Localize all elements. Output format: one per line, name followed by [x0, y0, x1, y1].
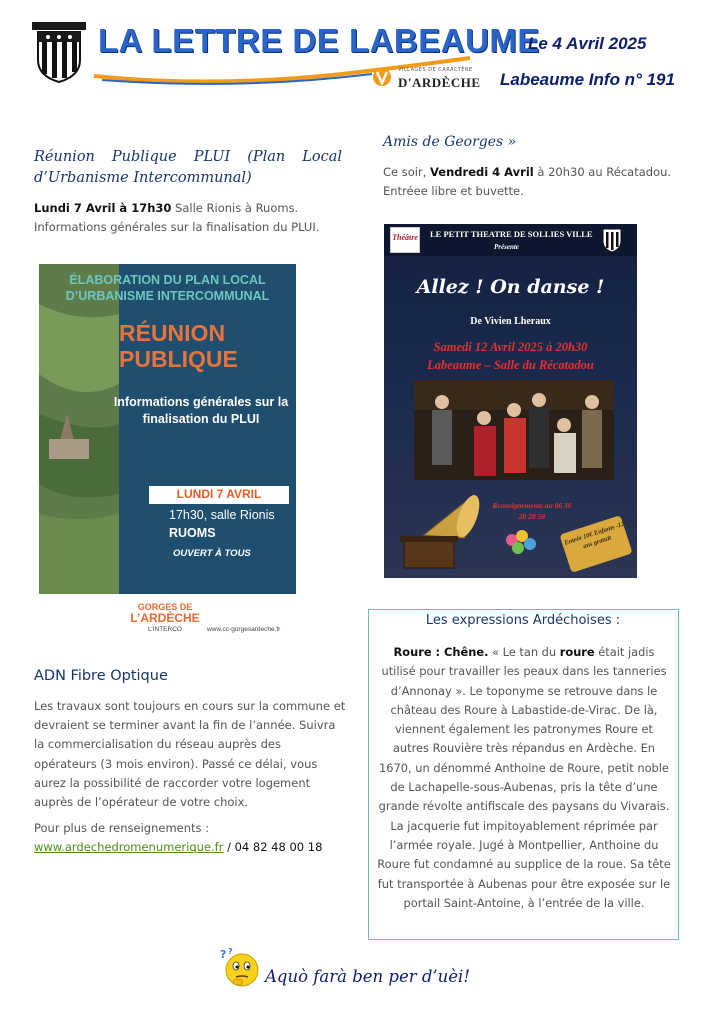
poster2-venue: Labeaume – Salle du Récatadou — [427, 358, 594, 372]
villages-de-caractere-logo — [372, 64, 482, 92]
poster-reunion-line1: RÉUNION — [119, 320, 226, 346]
poster2-crest-icon — [601, 227, 623, 253]
vc-mark-icon — [372, 66, 392, 88]
poster-town: RUOMS — [169, 526, 216, 540]
amis-post: à 20h30 au Récatadou. Entréee libre et buvette. — [383, 165, 672, 198]
plui-date-strong: Lundi 7 Avril à 17h30 — [34, 201, 172, 215]
gorges-logo-line3: L’INTERCO — [148, 626, 182, 633]
cast-photo — [414, 380, 614, 480]
gorges-ardeche-logo — [129, 602, 201, 635]
landscape-photo — [39, 264, 119, 639]
ardeche-numerique-link[interactable]: www.ardechedromenumerique.fr — [34, 840, 224, 854]
poster2-presente: Présente — [494, 243, 519, 251]
theatre-poster — [384, 224, 637, 578]
vc-logo-small-text: VILLAGES DE CARACTÈRE — [398, 67, 473, 73]
poster2-author: De Vivien Lheraux — [470, 316, 551, 327]
poster2-date: Samedi 12 Avril 2025 à 20h30 — [433, 340, 588, 354]
theatre-logo-text: Théâtre — [392, 233, 418, 242]
gorges-logo-line1: GORGES DE — [137, 602, 193, 612]
candies-icon — [502, 526, 542, 558]
poster-url: www.cc-gorgesardeche.fr — [207, 626, 281, 633]
poster-info: Informations générales sur la finalisation du PLUI — [113, 395, 289, 426]
poster-date: LUNDI 7 AVRIL — [176, 487, 262, 501]
newsletter-title: LA LETTRE DE LABEAUME — [98, 22, 540, 59]
gorges-logo-line2: L’ARDÈCHE — [130, 611, 200, 625]
poster-heading-line2: D’URBANISME INTERCOMMUNAL — [65, 289, 270, 303]
expressions-part1: « Le tan du — [488, 645, 560, 659]
amis-section-body — [383, 163, 693, 201]
poster-reunion-line2: PUBLIQUE — [119, 346, 238, 372]
issue-number: Labeaume Info n° 191 — [500, 70, 675, 89]
adn-contact — [34, 840, 322, 854]
adn-section-body: Les travaux sont toujours en cours sur la commune et devraient se terminer avant la fin de l’année. Suivra la commercialisation du réseau auprès des opérateurs (3 mois environ). Passé ce délai, vous aurez la possibilité de raccorder votre logement auprès de l’opérateur de votre choix. — [34, 699, 346, 810]
svg-text:?: ? — [220, 948, 227, 961]
plui-line2: Informations générales sur la finalisation du PLUI. — [34, 220, 320, 234]
vc-logo-big-text: D'ARDÈCHE — [398, 75, 481, 90]
poster2-reservation: Renseignements au 06 30 20 28 58 — [492, 501, 572, 521]
gramophone-icon — [394, 480, 484, 575]
amis-section-title: Amis de Georges » — [383, 134, 517, 150]
poster2-ticket-price: Entrée 10€ Enfants -12 ans gratuit — [563, 520, 626, 550]
expressions-part2: était jadis utilisé pour travailler les peaux dans les tanneries d’Annonay ». Le toponyme se retrouve dans le château des Roure à Labastide-de-Virac. De là, viennent également les patronymes Roure et autres Rouvière très répandus en Ardèche. En 1670, un dénommé Anthoine de Roure, petit noble de Lachapelle-sous-Aubenas, pris la tête d’une grande révolte antifiscale des paysans du Vivarais. La jacquerie fut impitoyablement réprimée par l’armée royale. Jugé à Montpellier, Anthoine du Roure fut condamné au supplice de la roue. Sa tête fut transportée à Aubenas pour être exposée sur le portail Saint-Antoine, à l’entrée de la ville. — [377, 645, 671, 910]
expressions-box — [368, 609, 679, 940]
amis-date-strong: Vendredi 4 Avril — [430, 165, 534, 179]
plui-section-title: Réunion Publique PLUI (Plan Local d’Urbanisme Intercommunal) — [34, 149, 342, 186]
adn-section-title: ADN Fibre Optique — [34, 668, 168, 684]
poster2-troupe: LE PETIT THEATRE DE SOLLIES VILLE — [430, 229, 593, 239]
plui-poster — [39, 264, 296, 639]
thinking-smiley-icon — [218, 946, 262, 990]
poster-heading-line1: ÉLABORATION DU PLAN LOCAL — [69, 273, 266, 287]
poster-reunion-title — [119, 320, 238, 372]
footer-motto: Aquò farà ben per d’uèi! — [265, 967, 470, 986]
poster-open: OUVERT À TOUS — [173, 548, 251, 559]
expressions-title: Les expressions Ardéchoises : — [425, 613, 621, 628]
adn-phone: / 04 82 48 00 18 — [223, 840, 323, 854]
plui-section-body — [34, 199, 344, 237]
poster-heading — [39, 272, 296, 304]
adn-more-info: Pour plus de renseignements : — [34, 821, 210, 835]
expressions-text — [377, 643, 671, 913]
poster2-show-title: Allez ! On danse ! — [416, 276, 605, 298]
poster-time: 17h30, salle Rionis — [169, 508, 275, 522]
issue-date: Le 4 Avril 2025 — [528, 34, 647, 53]
svg-text:?: ? — [228, 947, 233, 956]
labeaume-crest-logo — [30, 20, 88, 84]
plui-line1-rest: Salle Rionis à Ruoms. — [171, 201, 299, 215]
expressions-lead: Roure : Chêne. — [393, 645, 489, 659]
expressions-roure: roure — [559, 645, 595, 659]
amis-pre: Ce soir, — [383, 165, 431, 179]
